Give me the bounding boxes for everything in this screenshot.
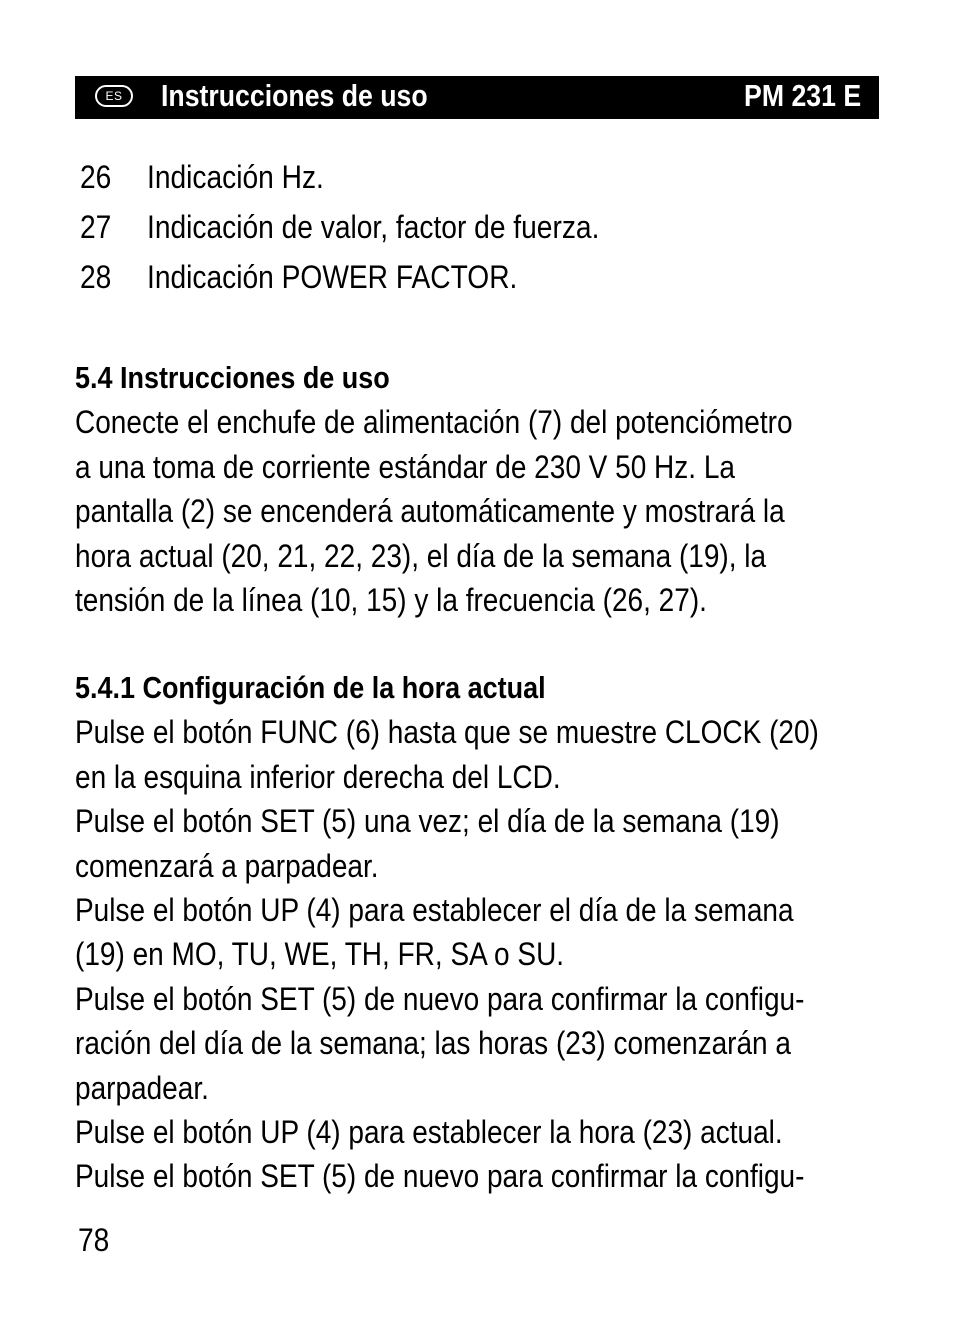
paragraph-line: comenzará a parpadear. [75,847,379,884]
list-item-text: Indicación de valor, factor de fuerza. [147,209,600,245]
list-item-number: 28 [80,259,112,295]
paragraph-line: Pulse el botón UP (4) para establecer el día de la semana [75,891,794,928]
paragraph-line: ración del día de la semana; las horas (23) comenzarán a [75,1025,791,1062]
paragraph-line: Pulse el botón SET (5) de nuevo para confirmar la configu- [75,1158,805,1195]
section-heading: 5.4 Instrucciones de uso [75,360,390,395]
list-item [80,152,880,202]
page-number: 78 [78,1222,110,1258]
header-bar [75,76,879,119]
paragraph-line: en la esquina inferior derecha del LCD. [75,758,561,795]
section-5-4-1 [75,666,895,1199]
paragraph-line: parpadear. [75,1069,209,1106]
paragraph-line: Pulse el botón FUNC (6) hasta que se muestre CLOCK (20) [75,714,819,751]
list-item [80,202,880,252]
section-heading: 5.4.1 Configuración de la hora actual [75,670,546,705]
numbered-list [80,152,880,302]
list-item-number: 26 [80,159,112,195]
paragraph-line: Pulse el botón SET (5) una vez; el día de la semana (19) [75,803,780,840]
paragraph-line: Pulse el botón UP (4) para establecer la hora (23) actual. [75,1113,783,1150]
language-badge: ES [95,85,133,107]
list-item-number: 27 [80,209,112,245]
header-title: Instrucciones de uso [161,78,428,113]
list-item [80,252,880,302]
paragraph-line: hora actual (20, 21, 22, 23), el día de la semana (19), la [75,537,767,574]
paragraph-line: pantalla (2) se encenderá automáticamente y mostrará la [75,493,785,530]
paragraph-line: Conecte el enchufe de alimentación (7) del potenciómetro [75,404,793,441]
list-item-text: Indicación Hz. [147,159,324,195]
header-model-number: PM 231 E [743,78,861,113]
list-item-text: Indicación POWER FACTOR. [147,259,518,295]
section-5-4 [75,356,895,622]
paragraph-line: tensión de la línea (10, 15) y la frecuencia (26, 27). [75,581,707,618]
paragraph-line: Pulse el botón SET (5) de nuevo para confirmar la configu- [75,980,805,1017]
paragraph-line: (19) en MO, TU, WE, TH, FR, SA o SU. [75,936,565,973]
paragraph-line: a una toma de corriente estándar de 230 V 50 Hz. La [75,448,735,485]
